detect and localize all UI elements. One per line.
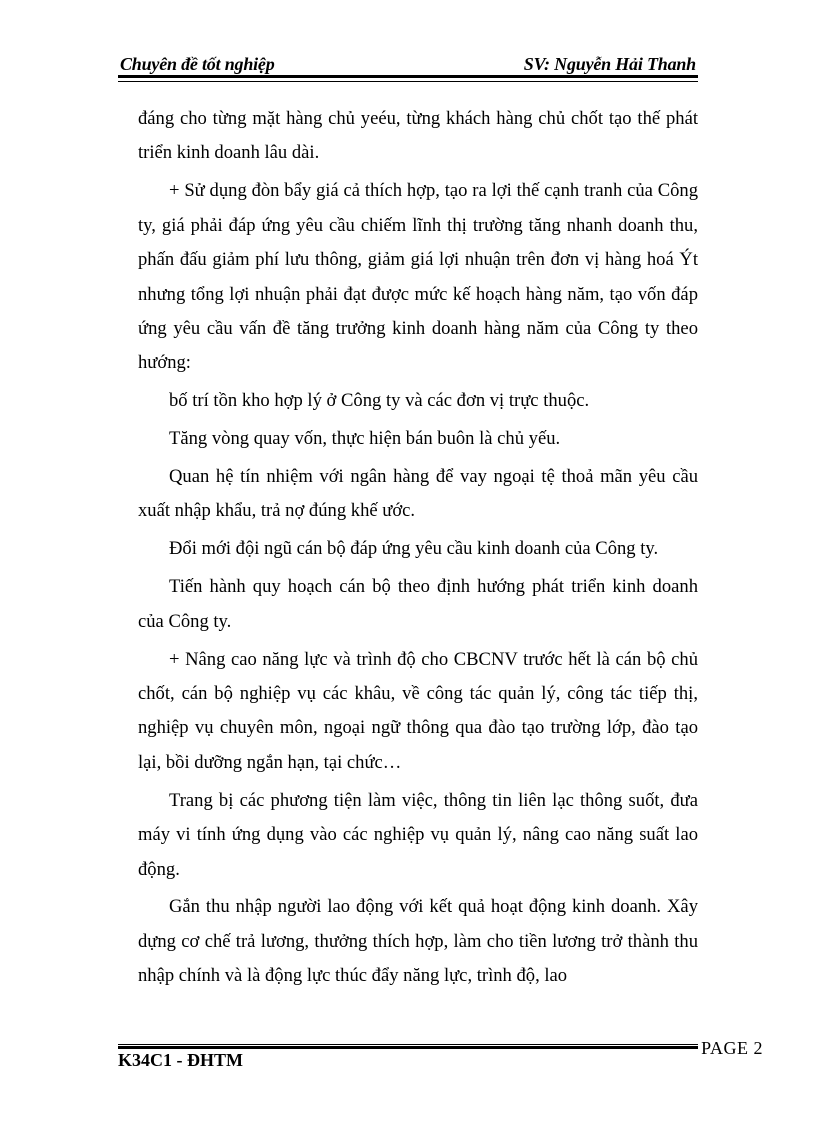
paragraph: Đổi mới đội ngũ cán bộ đáp ứng yêu cầu kinh doanh của Công ty. [169,538,659,560]
header-rule-thin [118,81,698,82]
header-rule-thick [118,75,698,78]
paragraph: + Sử dụng đòn bẩy giá cả thích hợp, tạo ra lợi thế cạnh tranh của Công ty, giá phải đáp ứng yêu cầu chiếm lĩnh thị trường tăng nhanh doanh thu, phấn đấu giảm phí lưu thông, giảm giá lợi nhuận trên đơn vị hàng hoá Ýt nhưng tổng lợi nhuận phải đạt được mức kế hoạch hàng năm, tạo vốn đáp ứng yêu cầu vấn đề tăng trưởng kinh doanh hàng năm của Công ty theo hướng: [138,180,698,374]
paragraph: đáng cho từng mặt hàng chủ yeéu, từng khách hàng chủ chốt tạo thế phát triển kinh doanh lâu dài. [138,108,698,164]
page-number: PAGE 2 [701,1038,763,1058]
header-document-title: Chuyên đề tốt nghiệp [120,54,275,74]
paragraph: + Nâng cao năng lực và trình độ cho CBCNV trước hết là cán bộ chủ chốt, cán bộ nghiệp vụ các khâu, về công tác quản lý, công tác tiếp thị, nghiệp vụ chuyên môn, ngoại ngữ thông qua đào tạo trường lớp, đào tạo lại, bồi dưỡng ngắn hạn, tại chức… [138,648,698,773]
paragraph: bố trí tồn kho hợp lý ở Công ty và các đơn vị trực thuộc. [169,390,590,412]
paragraph: Tăng vòng quay vốn, thực hiện bán buôn là chủ yếu. [169,428,561,450]
footer-rule [118,1044,698,1049]
page-header [118,48,698,78]
paragraph: Quan hệ tín nhiệm với ngân hàng để vay ngoại tệ thoả mãn yêu cầu xuất nhập khẩu, trả nợ đúng khế ước. [138,466,698,522]
page-footer [118,1040,763,1080]
paragraph: Trang bị các phương tiện làm việc, thông tin liên lạc thông suốt, đưa máy vi tính ứng dụng vào các nghiệp vụ quản lý, nâng cao năng suất lao động. [138,789,698,880]
page-body [138,102,698,997]
header-author: SV: Nguyễn Hải Thanh [523,54,696,74]
footer-class-code: K34C1 - ĐHTM [118,1050,243,1070]
paragraph: Tiến hành quy hoạch cán bộ theo định hướng phát triển kinh doanh của Công ty. [138,576,698,632]
paragraph: Gắn thu nhập người lao động với kết quả hoạt động kinh doanh. Xây dựng cơ chế trả lương, thưởng thích hợp, làm cho tiền lương trở thành thu nhập chính và là động lực thúc đẩy năng lực, trình độ, lao [138,896,698,987]
